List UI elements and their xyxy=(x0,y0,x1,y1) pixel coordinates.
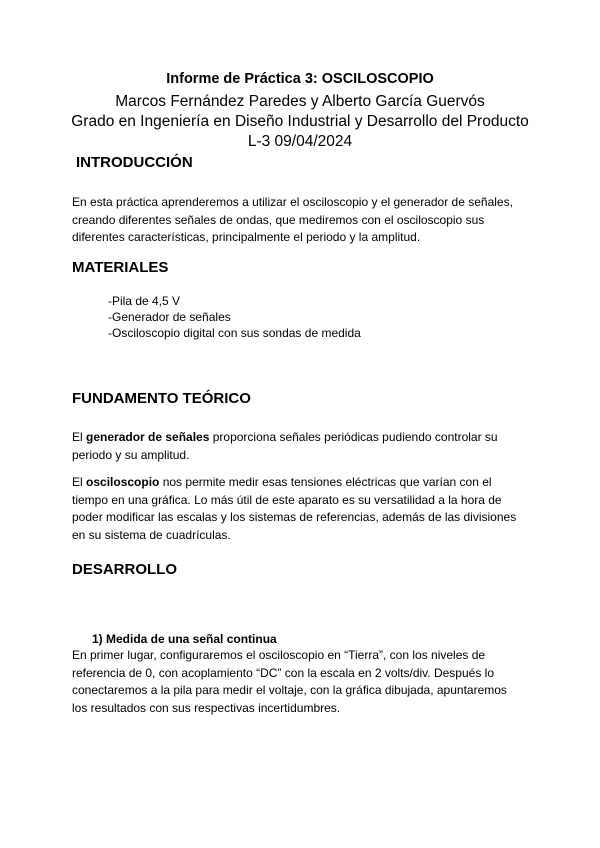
intro-line: En esta práctica aprenderemos a utilizar el osciloscopio y el generador de señales, xyxy=(72,195,513,209)
section-1-line: conectaremos a la pila para medir el voltaje, con la gráfica dibujada, apuntaremos xyxy=(72,683,507,697)
group-date-line: L-3 09/04/2024 xyxy=(247,133,353,150)
theory-paragraph-oscilloscope xyxy=(72,474,542,544)
authors-line: Marcos Fernández Paredes y Alberto García Guervós xyxy=(115,93,485,110)
theory-text: El xyxy=(72,430,87,444)
theory-text: nos permite medir esas tensiones eléctricas que varían con el xyxy=(159,475,492,489)
materials-heading: MATERIALES xyxy=(72,259,169,276)
term-oscilloscope: osciloscopio xyxy=(86,475,160,489)
theory-paragraph-generator xyxy=(72,429,542,464)
development-heading: DESARROLLO xyxy=(72,561,177,578)
section-1-paragraph xyxy=(72,647,542,717)
theory-line: tiempo en una gráfica. Lo más útil de este aparato es su versatilidad a la hora de xyxy=(72,492,502,507)
term-generator: generador de señales xyxy=(86,430,210,444)
theory-line: poder modificar las escalas y los sistemas de referencias, además de las divisiones xyxy=(72,510,517,524)
intro-line: diferentes características, principalmente el periodo y la amplitud. xyxy=(72,230,421,244)
section-1-title: 1) Medida de una señal continua xyxy=(92,632,277,646)
intro-heading: INTRODUCCIÓN xyxy=(76,154,193,171)
degree-line: Grado en Ingeniería en Diseño Industrial y Desarrollo del Producto xyxy=(71,113,529,130)
section-1-line: En primer lugar, configuraremos el osciloscopio en “Tierra”, con los niveles de xyxy=(72,648,486,662)
theory-text: El xyxy=(72,475,87,489)
section-1-line: referencia de 0, con acoplamiento “DC” con la escala en 2 volts/div. Después lo xyxy=(72,665,494,680)
theory-line: periodo y su amplitud. xyxy=(72,447,190,462)
material-item: -Pila de 4,5 V xyxy=(108,294,181,308)
theory-line: en su sistema de cuadrículas. xyxy=(72,527,231,542)
materials-list xyxy=(108,293,361,341)
intro-line: creando diferentes señales de ondas, que mediremos con el osciloscopio sus xyxy=(72,212,485,227)
theory-heading: FUNDAMENTO TEÓRICO xyxy=(72,390,251,407)
report-title: Informe de Práctica 3: OSCILOSCOPIO xyxy=(166,71,434,87)
theory-text: proporciona señales periódicas pudiendo controlar su xyxy=(209,430,498,444)
material-item: -Osciloscopio digital con sus sondas de medida xyxy=(108,326,361,340)
material-item: -Generador de señales xyxy=(108,310,231,324)
intro-paragraph xyxy=(72,194,542,247)
section-1-line: los resultados con sus respectivas incertidumbres. xyxy=(72,700,341,715)
